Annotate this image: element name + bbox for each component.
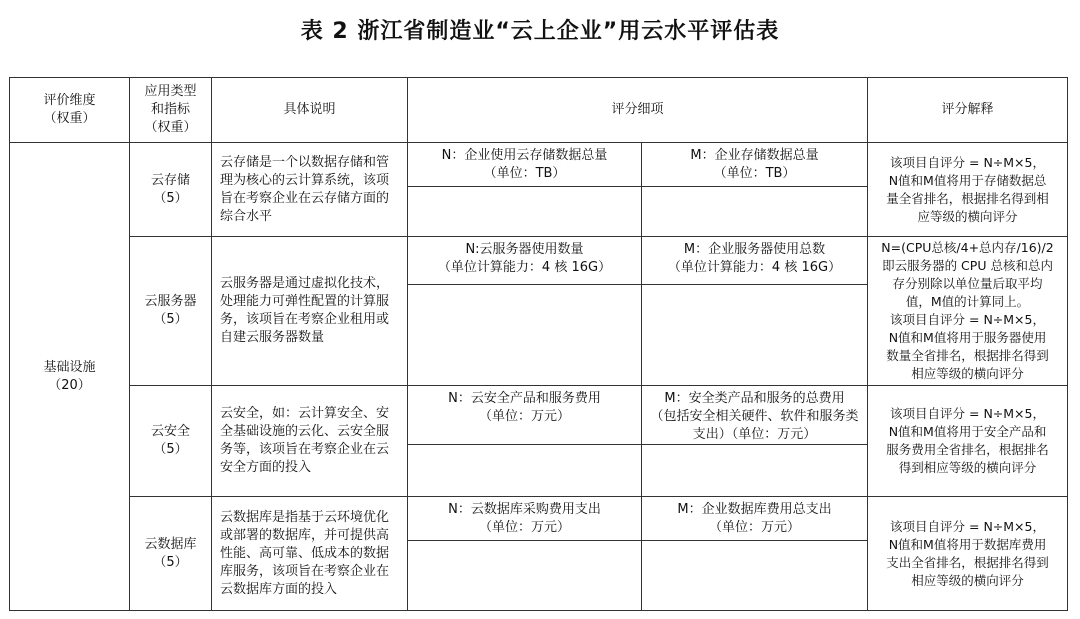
m-score-cell: M：企业服务器使用总数 （单位计算能力：4 核 16G） <box>642 237 868 285</box>
header-score-explain: 评分解释 <box>868 78 1068 143</box>
app-type-cell: 云存储 （5） <box>130 143 212 237</box>
n-value-cell <box>408 285 642 386</box>
m-score-cell: M：企业数据库费用总支出 （单位：万元） <box>642 497 868 541</box>
app-type-cell: 云安全 （5） <box>130 386 212 497</box>
dimension-cell: 基础设施 （20） <box>10 143 130 611</box>
description-cell: 云服务器是通过虚拟化技术，处理能力可弹性配置的计算服务，该项旨在考察企业租用或自建云服务器数量 <box>212 237 408 386</box>
description-cell: 云数据库是指基于云环境优化或部署的数据库，并可提供高性能、高可靠、低成本的数据库服务，该项旨在考察企业在云数据库方面的投入 <box>212 497 408 611</box>
explain-cell: 该项目自评分 = N÷M×5， N值和M值将用于存储数据总 量全省排名，根据排名得到相 应等级的横向评分 <box>868 143 1068 237</box>
n-value-cell <box>408 445 642 497</box>
header-app-type: 应用类型 和指标 （权重） <box>130 78 212 143</box>
explain-cell: 该项目自评分 = N÷M×5， N值和M值将用于数据库费用 支出全省排名，根据排名得到 相应等级的横向评分 <box>868 497 1068 611</box>
explain-cell: N=(CPU总核/4+总内存/16)/2 即云服务器的 CPU 总核和总内 存分别除以单位量后取平均 值，M值的计算同上。 该项目自评分 = N÷M×5， N值和M值将用于服务器使用 数量全省排名，根据排名得到 相应等级的横向评分 <box>868 237 1068 386</box>
n-score-cell: N：云安全产品和服务费用 （单位：万元） <box>408 386 642 445</box>
m-value-cell <box>642 285 868 386</box>
header-dimension: 评价维度 （权重） <box>10 78 130 143</box>
page-title: 表 2 浙江省制造业“云上企业”用云水平评估表 <box>300 19 780 44</box>
header-score-items: 评分细项 <box>408 78 868 143</box>
m-score-cell: M：企业存储数据总量 （单位：TB） <box>642 143 868 187</box>
n-score-cell: N:云服务器使用数量 （单位计算能力：4 核 16G） <box>408 237 642 285</box>
m-value-cell <box>642 445 868 497</box>
header-description: 具体说明 <box>212 78 408 143</box>
table-row <box>10 237 1068 285</box>
n-score-cell: N：企业使用云存储数据总量 （单位：TB） <box>408 143 642 187</box>
description-cell: 云安全，如：云计算安全、安全基础设施的云化、云安全服务等，该项旨在考察企业在云安全方面的投入 <box>212 386 408 497</box>
n-value-cell <box>408 541 642 611</box>
app-type-cell: 云数据库 （5） <box>130 497 212 611</box>
m-value-cell <box>642 541 868 611</box>
m-score-cell: M：安全类产品和服务的总费用 （包括安全相关硬件、软件和服务类支出）（单位：万元） <box>642 386 868 445</box>
table-row <box>10 497 1068 541</box>
n-value-cell <box>408 187 642 237</box>
description-cell: 云存储是一个以数据存储和管理为核心的云计算系统，该项旨在考察企业在云存储方面的综合水平 <box>212 143 408 237</box>
table-row <box>10 143 1068 187</box>
evaluation-table <box>9 77 1068 611</box>
header-row <box>10 78 1068 143</box>
m-value-cell <box>642 187 868 237</box>
table-row <box>10 386 1068 445</box>
explain-cell: 该项目自评分 = N÷M×5， N值和M值将用于安全产品和 服务费用全省排名，根据排名 得到相应等级的横向评分 <box>868 386 1068 497</box>
n-score-cell: N：云数据库采购费用支出 （单位：万元） <box>408 497 642 541</box>
app-type-cell: 云服务器 （5） <box>130 237 212 386</box>
